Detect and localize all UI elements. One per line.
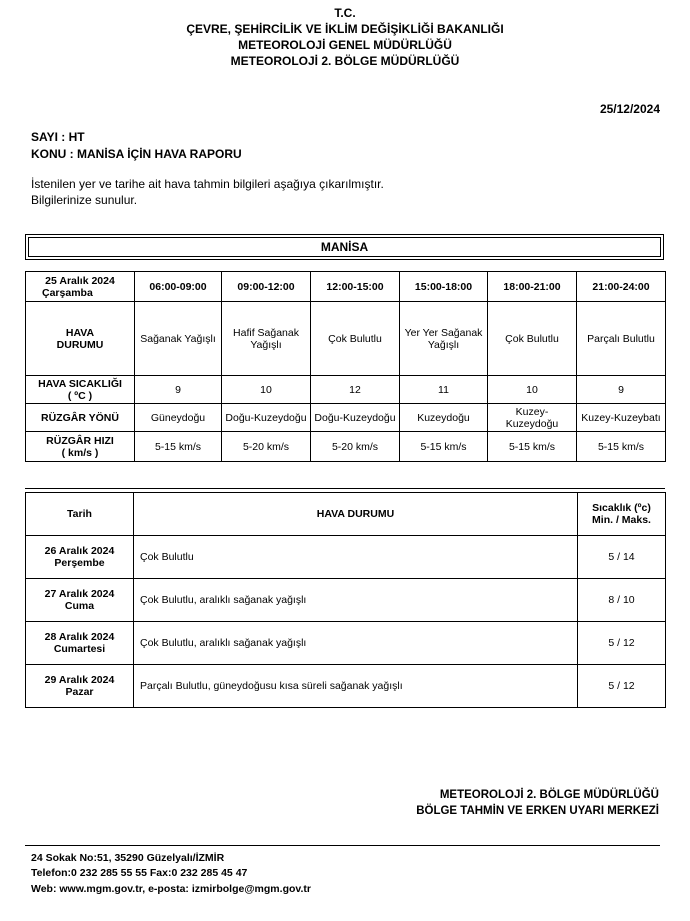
wind-dir-cell: Kuzey-Kuzeydoğu [488, 404, 577, 432]
forecast-weather-header: HAVA DURUMU [134, 493, 578, 536]
forecast-temp-header-line2: Min. / Maks. [592, 514, 651, 526]
temp-row [26, 376, 666, 404]
wind-speed-label-line2: ( km/s ) [61, 446, 99, 459]
weather-label-line1: HAVA [65, 326, 95, 339]
table-row [26, 579, 666, 622]
temp-cell: 9 [135, 376, 222, 404]
weather-cell: Sağanak Yağışlı [135, 302, 222, 376]
weather-cell: Yer Yer Sağanak Yağışlı [400, 302, 488, 376]
forecast-date: 29 Aralık 2024 [44, 674, 115, 686]
konu-line: KONU : MANİSA İÇİN HAVA RAPORU [31, 147, 242, 161]
period-header: 21:00-24:00 [577, 272, 666, 302]
wind-dir-label: RÜZGÂR YÖNÜ [26, 404, 135, 432]
footer-address: 24 Sokak No:51, 35290 Güzelyalı/İZMİR [31, 852, 225, 864]
forecast-header-row [26, 493, 666, 536]
header-tc: T.C. [334, 6, 356, 20]
forecast-date: 27 Aralık 2024 [44, 588, 115, 600]
temp-label [26, 376, 135, 404]
today-date: 25 Aralık 2024 [45, 274, 115, 287]
weather-label-line2: DURUMU [56, 338, 104, 351]
weather-cell: Çok Bulutlu [488, 302, 577, 376]
temp-cell: 12 [311, 376, 400, 404]
table-row [26, 665, 666, 708]
forecast-date-cell [26, 665, 134, 708]
signature-line-1: METEOROLOJİ 2. BÖLGE MÜDÜRLÜĞÜ [439, 789, 659, 801]
forecast-date-cell [26, 536, 134, 579]
period-header: 15:00-18:00 [400, 272, 488, 302]
wind-dir-cell: Doğu-Kuzeydoğu [222, 404, 311, 432]
wind-dir-cell: Doğu-Kuzeydoğu [311, 404, 400, 432]
temp-label-line1: HAVA SICAKLIĞI [38, 377, 122, 390]
header-directorate: METEOROLOJİ GENEL MÜDÜRLÜĞÜ [238, 38, 452, 52]
weather-label [26, 302, 135, 376]
wind-dir-cell: Kuzeydoğu [400, 404, 488, 432]
forecast-day: Pazar [65, 686, 94, 698]
signature-line-2: BÖLGE TAHMİN VE ERKEN UYARI MERKEZİ [416, 805, 659, 817]
forecast-day: Cumartesi [53, 643, 106, 655]
footer-phone: Telefon:0 232 285 55 55 Fax:0 232 285 45 47 [31, 867, 248, 879]
multi-day-forecast-table [25, 492, 666, 708]
forecast-date-header: Tarih [26, 493, 134, 536]
weather-row [26, 302, 666, 376]
forecast-temp-header-line1: Sıcaklık (ºc) [592, 502, 651, 514]
forecast-weather-cell: Çok Bulutlu, aralıklı sağanak yağışlı [134, 579, 578, 622]
wind-dir-cell: Kuzey-Kuzeybatı [577, 404, 666, 432]
today-day: Çarşamba [42, 286, 93, 299]
sayi-line: SAYI : HT [31, 130, 85, 144]
temp-cell: 11 [400, 376, 488, 404]
wind-speed-cell: 5-20 km/s [311, 432, 400, 462]
weather-cell: Parçalı Bulutlu [577, 302, 666, 376]
wind-speed-cell: 5-15 km/s [135, 432, 222, 462]
forecast-temp-cell: 5 / 14 [578, 536, 666, 579]
wind-speed-cell: 5-20 km/s [222, 432, 311, 462]
period-header: 06:00-09:00 [135, 272, 222, 302]
today-header-row [26, 272, 666, 302]
forecast-date: 26 Aralık 2024 [44, 545, 115, 557]
wind-speed-cell: 5-15 km/s [400, 432, 488, 462]
forecast-temp-header [578, 493, 666, 536]
forecast-date: 28 Aralık 2024 [44, 631, 115, 643]
weather-cell: Çok Bulutlu [311, 302, 400, 376]
forecast-temp-cell: 8 / 10 [578, 579, 666, 622]
period-header: 12:00-15:00 [311, 272, 400, 302]
wind-dir-cell: Güneydoğu [135, 404, 222, 432]
period-header: 09:00-12:00 [222, 272, 311, 302]
wind-speed-row [26, 432, 666, 462]
header-region: METEOROLOJİ 2. BÖLGE MÜDÜRLÜĞÜ [230, 54, 460, 68]
wind-speed-cell: 5-15 km/s [488, 432, 577, 462]
forecast-temp-cell: 5 / 12 [578, 622, 666, 665]
wind-speed-label [26, 432, 135, 462]
forecast-top-rule [25, 488, 665, 489]
forecast-weather-cell: Çok Bulutlu, aralıklı sağanak yağışlı [134, 622, 578, 665]
forecast-day: Cuma [64, 600, 95, 612]
city-title-box [25, 234, 664, 260]
forecast-temp-cell: 5 / 12 [578, 665, 666, 708]
weather-cell: Hafif Sağanak Yağışlı [222, 302, 311, 376]
report-date: 25/12/2024 [599, 102, 660, 116]
footer-rule [25, 845, 660, 846]
intro-line-1: İstenilen yer ve tarihe ait hava tahmin bilgileri aşağıya çıkarılmıştır. [31, 177, 384, 191]
today-forecast-table [25, 271, 666, 462]
footer-web: Web: www.mgm.gov.tr, e-posta: izmirbolge@mgm.gov.tr [31, 883, 311, 895]
temp-cell: 9 [577, 376, 666, 404]
temp-cell: 10 [222, 376, 311, 404]
wind-dir-row [26, 404, 666, 432]
table-row [26, 536, 666, 579]
forecast-date-cell [26, 579, 134, 622]
today-date-cell [26, 272, 135, 302]
wind-speed-label-line1: RÜZGÂR HIZI [46, 434, 114, 447]
temp-label-line2: ( ºC ) [67, 389, 93, 402]
forecast-weather-cell: Çok Bulutlu [134, 536, 578, 579]
period-header: 18:00-21:00 [488, 272, 577, 302]
forecast-day: Perşembe [54, 557, 105, 569]
city-title: MANİSA [28, 237, 661, 257]
intro-line-2: Bilgilerinize sunulur. [31, 193, 138, 207]
forecast-weather-cell: Parçalı Bulutlu, güneydoğusu kısa süreli sağanak yağışlı [134, 665, 578, 708]
table-row [26, 622, 666, 665]
wind-speed-cell: 5-15 km/s [577, 432, 666, 462]
forecast-date-cell [26, 622, 134, 665]
temp-cell: 10 [488, 376, 577, 404]
header-ministry: ÇEVRE, ŞEHİRCİLİK VE İKLİM DEĞİŞİKLİĞİ BAKANLIĞI [186, 22, 504, 36]
